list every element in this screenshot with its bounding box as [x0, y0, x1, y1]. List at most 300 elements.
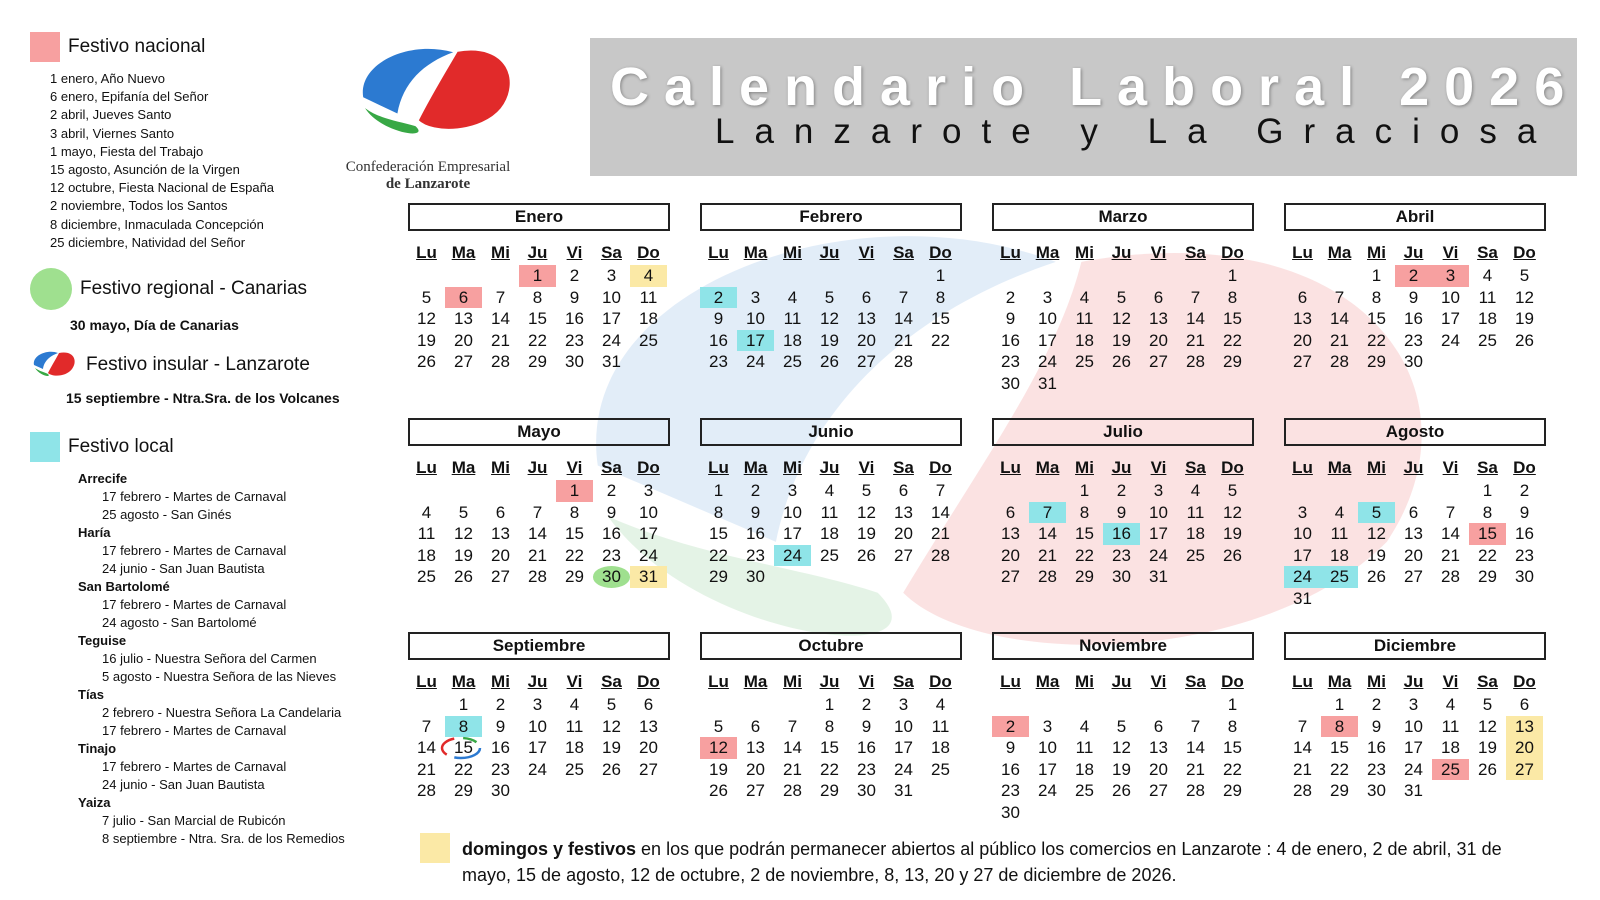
day-cell: 13	[1506, 716, 1543, 738]
day-cell: 14	[1186, 309, 1205, 328]
day-cell: 15	[565, 524, 584, 543]
weekday-label: Ju	[1111, 243, 1132, 262]
day-cell: 1	[556, 480, 593, 502]
day-cell: 25	[931, 759, 950, 779]
day-cell: 12	[1478, 716, 1497, 736]
day-cell: 6	[1153, 716, 1164, 736]
day-cell: 1	[1334, 695, 1345, 714]
day-cell: 2	[750, 481, 761, 500]
day-cell: 3	[1408, 695, 1419, 714]
weekday-label: Ju	[819, 672, 840, 691]
day-cell: 6	[1005, 502, 1016, 522]
weekday-header	[992, 458, 1254, 478]
day-cell: 16	[1001, 759, 1020, 779]
weekday-label: Lu	[416, 243, 437, 262]
weekday-label: Do	[637, 672, 660, 691]
list-item: 1 enero, Año Nuevo	[50, 71, 165, 86]
day-cell: 4	[630, 265, 667, 287]
weekday-label: Ju	[1111, 672, 1132, 691]
day-cell: 16	[857, 738, 876, 757]
day-cell: 16	[1404, 309, 1423, 328]
weekday-label: Ma	[743, 243, 768, 262]
day-cell: 6	[750, 716, 761, 736]
weekday-label: Ma	[1035, 672, 1060, 691]
day-cell: 13	[1293, 309, 1312, 328]
local-swatch	[30, 432, 60, 462]
day-cell: 7	[495, 287, 506, 307]
day-cell: 9	[1408, 287, 1419, 307]
day-cell: 20	[1506, 737, 1543, 759]
day-cell: 10	[894, 716, 913, 736]
day-cell: 28	[783, 781, 802, 800]
day-cell: 12	[700, 737, 737, 759]
day-cell: 14	[491, 309, 510, 328]
day-cell: 12	[602, 716, 621, 736]
weekday-label: Vi	[1442, 458, 1459, 477]
day-cell: 17	[1293, 545, 1312, 565]
weekday-label: Vi	[1442, 243, 1459, 262]
day-cell: 21	[1186, 330, 1205, 350]
day-cell: 3	[898, 695, 909, 714]
day-cell: 14	[1038, 524, 1057, 543]
weekday-label: Ma	[1327, 672, 1352, 691]
day-cell: 20	[857, 330, 876, 350]
day-cell: 17	[783, 524, 802, 543]
weekday-label: Ma	[1035, 458, 1060, 477]
weekday-label: Sa	[1477, 672, 1498, 691]
day-cell: 22	[931, 330, 950, 350]
month-name: Junio	[700, 418, 962, 446]
day-cell: 5	[1519, 266, 1530, 285]
day-cell: 15	[445, 737, 482, 759]
list-item: 8 diciembre, Inmaculada Concepción	[50, 216, 264, 232]
month-diciembre	[1284, 632, 1546, 802]
weekday-label: Sa	[893, 672, 914, 691]
day-cell: 3	[606, 266, 617, 285]
day-cell: 20	[894, 524, 913, 543]
day-cell: 14	[1441, 524, 1460, 543]
day-cell: 13	[1149, 738, 1168, 757]
legend-nacional-title: Festivo nacional	[68, 36, 206, 57]
day-cell: 17	[1038, 759, 1057, 779]
day-cell: 24	[1441, 330, 1460, 350]
weekday-label: Ju	[527, 243, 548, 262]
day-cell: 11	[820, 502, 839, 522]
day-cell: 15	[1223, 309, 1242, 328]
day-cell: 21	[491, 330, 510, 350]
day-cell: 3	[1297, 502, 1308, 522]
weekday-label: Ma	[451, 458, 476, 477]
day-cell: 6	[898, 481, 909, 500]
day-cell: 24	[1149, 545, 1168, 565]
day-cell: 15	[1223, 738, 1242, 757]
day-cell: 17	[639, 524, 658, 543]
day-cell: 13	[639, 716, 658, 736]
day-cell: 24	[1404, 759, 1423, 779]
day-cell: 30	[746, 567, 765, 586]
day-cell: 10	[1038, 309, 1057, 328]
day-cell: 27	[1149, 781, 1168, 800]
town-name: Haría	[78, 525, 111, 541]
day-cell: 12	[857, 502, 876, 522]
weekday-label: Mi	[783, 672, 802, 691]
day-cell: 18	[1186, 524, 1205, 543]
weekday-label: Mi	[1367, 672, 1386, 691]
day-cell: 27	[454, 352, 473, 371]
day-cell: 2	[700, 287, 737, 309]
day-cell: 1	[1371, 266, 1382, 285]
day-cell: 15	[1330, 738, 1349, 757]
day-cell: 22	[709, 545, 728, 565]
day-cell: 19	[857, 524, 876, 543]
day-cell: 29	[528, 352, 547, 371]
list-item: 5 agosto - Nuestra Señora de las Nieves	[102, 669, 337, 685]
weekday-label: Do	[929, 672, 952, 691]
day-cell: 21	[783, 759, 802, 779]
day-cell: 10	[746, 309, 765, 328]
weekday-label: Lu	[708, 458, 729, 477]
weekday-label: Ju	[527, 672, 548, 691]
day-cell: 23	[1404, 330, 1423, 350]
day-cell: 2	[606, 481, 617, 500]
weekday-label: Vi	[566, 458, 583, 477]
weekday-label: Vi	[566, 243, 583, 262]
day-cell: 17	[602, 309, 621, 328]
day-cell: 31	[1038, 373, 1057, 393]
day-cell: 4	[1334, 502, 1345, 522]
list-item: 16 julio - Nuestra Señora del Carmen	[102, 651, 317, 667]
day-cell: 26	[1112, 781, 1131, 800]
weekday-label: Lu	[1292, 458, 1313, 477]
month-name: Abril	[1284, 203, 1546, 231]
list-item: 25 diciembre, Natividad del Señor	[50, 234, 246, 250]
day-cell: 17	[894, 738, 913, 757]
day-cell: 23	[491, 759, 510, 779]
logo-icon	[338, 30, 518, 152]
nacional-swatch	[30, 32, 60, 62]
day-cell: 29	[1367, 352, 1386, 371]
list-item: 24 junio - San Juan Bautista	[102, 561, 265, 577]
day-cell: 31	[602, 352, 621, 371]
days-grid	[408, 265, 670, 373]
day-cell: 19	[454, 545, 473, 565]
day-cell: 12	[454, 524, 473, 543]
weekday-label: Ma	[743, 672, 768, 691]
day-cell: 25	[1186, 545, 1205, 565]
day-cell: 29	[565, 567, 584, 586]
day-cell: 1	[1227, 695, 1238, 714]
weekday-label: Vi	[566, 672, 583, 691]
weekday-label: Sa	[601, 672, 622, 691]
legend-local-title: Festivo local	[68, 436, 174, 458]
day-cell: 22	[565, 545, 584, 565]
day-cell: 29	[1223, 352, 1242, 371]
day-cell: 15	[820, 738, 839, 757]
day-cell: 26	[417, 352, 436, 371]
weekday-header	[992, 672, 1254, 692]
weekday-label: Sa	[1185, 243, 1206, 262]
day-cell: 26	[857, 545, 876, 565]
day-cell: 10	[528, 716, 547, 736]
day-cell: 31	[894, 781, 913, 800]
day-cell: 29	[454, 781, 473, 800]
day-cell: 22	[454, 759, 473, 779]
weekday-label: Lu	[1292, 672, 1313, 691]
day-cell: 1	[1227, 266, 1238, 285]
day-cell: 21	[1293, 759, 1312, 779]
day-cell: 22	[820, 759, 839, 779]
day-cell: 14	[1330, 309, 1349, 328]
weekday-label: Ma	[743, 458, 768, 477]
list-item: 12 octubre, Fiesta Nacional de España	[50, 180, 275, 196]
day-cell: 4	[787, 287, 798, 307]
day-cell: 31	[1404, 781, 1423, 800]
day-cell: 17	[1149, 524, 1168, 543]
day-cell: 20	[639, 738, 658, 757]
insular-logo-icon	[30, 347, 78, 383]
day-cell: 12	[1223, 502, 1242, 522]
day-cell: 30	[1112, 567, 1131, 586]
weekday-label: Do	[1513, 672, 1536, 691]
day-cell: 14	[783, 738, 802, 757]
day-cell: 7	[1190, 287, 1201, 307]
day-cell: 11	[1186, 502, 1205, 522]
month-name: Octubre	[700, 632, 962, 660]
day-cell: 28	[528, 567, 547, 586]
day-cell: 17	[528, 738, 547, 757]
day-cell: 22	[1223, 330, 1242, 350]
day-cell: 17	[1404, 738, 1423, 757]
list-item: 6 enero, Epifanía del Señor	[50, 89, 209, 105]
weekday-label: Do	[1221, 243, 1244, 262]
day-cell: 8	[713, 502, 724, 522]
day-cell: 18	[931, 738, 950, 757]
regional-day: 30 mayo, Día de Canarias	[70, 317, 239, 334]
day-cell: 11	[1478, 287, 1497, 307]
day-cell: 18	[1441, 738, 1460, 757]
day-cell: 10	[639, 502, 658, 522]
weekday-label: Lu	[708, 672, 729, 691]
day-cell: 1	[458, 695, 469, 714]
day-cell: 7	[935, 481, 946, 500]
day-cell: 11	[783, 309, 802, 328]
weekday-label: Mi	[1075, 243, 1094, 262]
day-cell: 16	[491, 738, 510, 757]
day-cell: 20	[1293, 330, 1312, 350]
day-cell: 24	[1038, 781, 1057, 800]
day-cell: 16	[565, 309, 584, 328]
weekday-label: Lu	[1000, 672, 1021, 691]
day-cell: 28	[417, 781, 436, 800]
day-cell: 27	[1149, 352, 1168, 371]
day-cell: 31	[1293, 588, 1312, 608]
list-item: 2 febrero - Nuestra Señora La Candelaria	[102, 705, 342, 721]
day-cell: 18	[1075, 759, 1094, 779]
list-item: 17 febrero - Martes de Carnaval	[102, 723, 287, 739]
day-cell: 7	[421, 716, 432, 736]
weekday-label: Vi	[858, 243, 875, 262]
list-item: 3 abril, Viernes Santo	[50, 125, 175, 141]
day-cell: 21	[1186, 759, 1205, 779]
town-name: Tinajo	[78, 741, 117, 757]
weekday-label: Mi	[491, 672, 510, 691]
weekday-label: Ju	[527, 458, 548, 477]
day-cell: 5	[1358, 502, 1395, 524]
day-cell: 9	[1116, 502, 1127, 522]
day-cell: 30	[1515, 567, 1534, 586]
footer-bold: domingos y festivos	[462, 839, 637, 859]
weekday-label: Sa	[893, 243, 914, 262]
month-noviembre	[992, 632, 1254, 823]
weekday-label: Lu	[416, 458, 437, 477]
regional-swatch	[30, 268, 72, 310]
day-cell: 25	[1321, 566, 1358, 588]
day-cell: 13	[894, 502, 913, 522]
days-grid	[992, 265, 1254, 394]
weekday-label: Ju	[1403, 243, 1424, 262]
day-cell: 5	[1116, 287, 1127, 307]
day-cell: 8	[1371, 287, 1382, 307]
day-cell: 8	[1321, 716, 1358, 738]
day-cell: 17	[737, 330, 774, 352]
day-cell: 16	[602, 524, 621, 543]
list-item: 17 febrero - Martes de Carnaval	[102, 543, 287, 559]
day-cell: 16	[1515, 524, 1534, 543]
day-cell: 1	[935, 266, 946, 285]
day-cell: 24	[894, 759, 913, 779]
day-cell: 14	[894, 309, 913, 328]
weekday-header	[1284, 458, 1546, 478]
day-cell: 5	[1482, 695, 1493, 714]
day-cell: 13	[857, 309, 876, 328]
weekday-label: Lu	[1000, 243, 1021, 262]
day-cell: 23	[1515, 545, 1534, 565]
day-cell: 21	[417, 759, 436, 779]
day-cell: 4	[1079, 716, 1090, 736]
weekday-label: Do	[1513, 458, 1536, 477]
day-cell: 8	[1482, 502, 1493, 522]
day-cell: 11	[417, 524, 436, 543]
day-cell: 26	[1367, 567, 1386, 586]
day-cell: 2	[861, 695, 872, 714]
month-name: Marzo	[992, 203, 1254, 231]
weekday-label: Vi	[1150, 672, 1167, 691]
day-cell: 10	[1038, 738, 1057, 757]
day-cell: 27	[639, 759, 658, 779]
day-cell: 2	[495, 695, 506, 714]
abiertos-swatch	[420, 833, 450, 863]
month-name: Diciembre	[1284, 632, 1546, 660]
day-cell: 25	[565, 759, 584, 779]
list-item: 1 mayo, Fiesta del Trabajo	[50, 143, 204, 159]
month-julio	[992, 418, 1254, 588]
day-cell: 28	[1293, 781, 1312, 800]
month-junio	[700, 418, 962, 588]
town-name: San Bartolomé	[78, 579, 170, 595]
days-grid	[408, 694, 670, 802]
day-cell: 1	[824, 695, 835, 714]
day-cell: 11	[639, 287, 658, 307]
day-cell: 22	[1075, 545, 1094, 565]
weekday-label: Mi	[783, 243, 802, 262]
legend-regional-header	[30, 268, 380, 310]
day-cell: 16	[1103, 523, 1140, 545]
days-grid	[408, 480, 670, 588]
day-cell: 3	[532, 695, 543, 714]
day-cell: 6	[861, 287, 872, 307]
list-item: 2 noviembre, Todos los Santos	[50, 198, 228, 214]
days-grid	[700, 694, 962, 802]
day-cell: 10	[1404, 716, 1423, 736]
day-cell: 9	[1519, 502, 1530, 522]
logo-line1: Confederación Empresarial	[345, 159, 511, 175]
day-cell: 8	[824, 716, 835, 736]
day-cell: 16	[1001, 330, 1020, 350]
day-cell: 3	[1042, 716, 1053, 736]
day-cell: 4	[421, 502, 432, 522]
weekday-label: Sa	[1477, 458, 1498, 477]
day-cell: 3	[1042, 287, 1053, 307]
day-cell: 23	[565, 330, 584, 350]
day-cell: 29	[1330, 781, 1349, 800]
day-cell: 30	[593, 566, 630, 588]
weekday-header	[408, 458, 670, 478]
day-cell: 5	[824, 287, 835, 307]
weekday-label: Do	[637, 243, 660, 262]
day-cell: 2	[1519, 481, 1530, 500]
weekday-header	[700, 458, 962, 478]
weekday-label: Ma	[1327, 458, 1352, 477]
day-cell: 19	[1112, 759, 1131, 779]
day-cell: 29	[1075, 567, 1094, 586]
day-cell: 7	[1334, 287, 1345, 307]
weekday-label: Vi	[1442, 672, 1459, 691]
page-subtitle: Lanzarote y La Graciosa	[715, 112, 1557, 151]
day-cell: 1	[1482, 481, 1493, 500]
day-cell: 30	[857, 781, 876, 800]
weekday-label: Do	[1221, 672, 1244, 691]
day-cell: 19	[820, 330, 839, 350]
day-cell: 30	[491, 781, 510, 800]
list-item: 24 junio - San Juan Bautista	[102, 777, 265, 793]
day-cell: 9	[569, 287, 580, 307]
month-enero	[408, 203, 670, 373]
day-cell: 10	[1293, 524, 1312, 543]
day-cell: 28	[1186, 781, 1205, 800]
day-cell: 26	[1223, 545, 1242, 565]
day-cell: 7	[787, 716, 798, 736]
day-cell: 10	[602, 287, 621, 307]
day-cell: 21	[894, 330, 913, 350]
day-cell: 29	[820, 781, 839, 800]
list-item: 2 abril, Jueves Santo	[50, 107, 172, 123]
logo	[328, 30, 528, 193]
day-cell: 3	[643, 481, 654, 500]
weekday-label: Mi	[1075, 458, 1094, 477]
day-cell: 21	[1441, 545, 1460, 565]
list-item: 24 agosto - San Bartolomé	[102, 615, 257, 631]
day-cell: 6	[1519, 695, 1530, 714]
day-cell: 28	[931, 545, 950, 565]
list-item: 17 febrero - Martes de Carnaval	[102, 489, 287, 505]
days-grid	[1284, 694, 1546, 802]
day-cell: 9	[750, 502, 761, 522]
day-cell: 14	[931, 502, 950, 522]
month-name: Febrero	[700, 203, 962, 231]
day-cell: 5	[421, 287, 432, 307]
insular-day: 15 septiembre - Ntra.Sra. de los Volcanes	[66, 390, 340, 407]
town-name: Arrecife	[78, 471, 128, 487]
